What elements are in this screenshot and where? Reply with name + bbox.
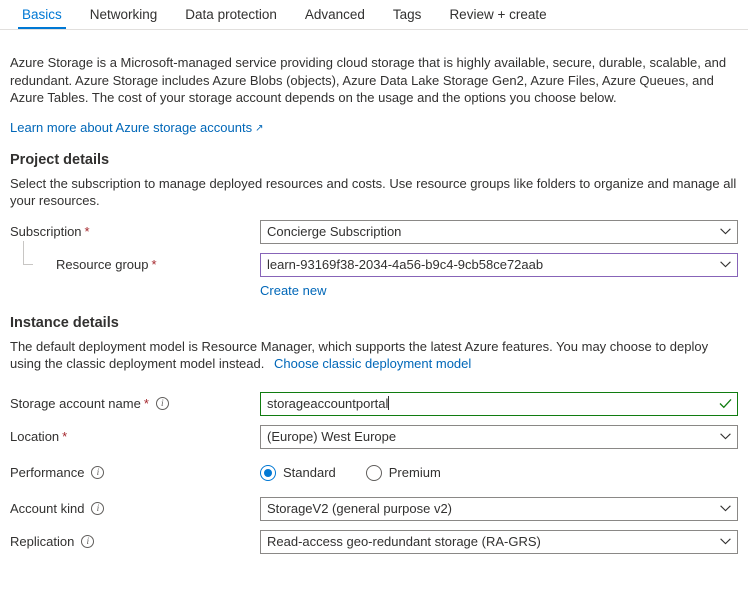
storage-account-name-label (10, 396, 260, 411)
storage-account-name-row (10, 392, 738, 416)
resource-group-value: learn-93169f38-2034-4a56-b9c4-9cb58ce72aab (267, 256, 544, 272)
replication-value: Read-access geo-redundant storage (RA-GRS) (267, 533, 541, 549)
subscription-select[interactable] (260, 220, 738, 244)
resource-group-label-text: Resource group (56, 257, 149, 272)
instance-details-description-text: The default deployment model is Resource Manager, which supports the latest Azure features. You may choose to deploy using the classic deployment model instead. (10, 338, 709, 371)
subscription-row (10, 220, 738, 244)
subscription-label-text: Subscription (10, 224, 82, 239)
radio-dot-icon (366, 465, 382, 481)
performance-label-text: Performance (10, 465, 85, 480)
tab-tags[interactable] (379, 7, 436, 29)
location-select[interactable] (260, 425, 738, 449)
subscription-field (260, 220, 738, 244)
instance-details-description (10, 338, 738, 373)
required-marker: * (151, 257, 157, 272)
performance-option-label: Standard (283, 465, 336, 480)
account-kind-value: StorageV2 (general purpose v2) (267, 500, 453, 516)
location-label (10, 429, 260, 444)
instance-details-heading: Instance details (10, 314, 119, 331)
tab-bar (0, 0, 748, 30)
info-icon[interactable]: i (91, 466, 104, 479)
tab-label: Data protection (185, 7, 277, 22)
storage-account-name-field (260, 392, 738, 416)
performance-radio-group (260, 465, 738, 481)
location-label-text: Location (10, 429, 60, 444)
classic-deployment-model-link[interactable]: Choose classic deployment model (274, 356, 472, 371)
performance-option-premium[interactable] (366, 465, 441, 481)
location-row (10, 425, 738, 449)
resource-group-row (10, 253, 738, 277)
location-field (260, 425, 738, 449)
performance-option-standard[interactable] (260, 465, 336, 481)
intro-paragraph: Azure Storage is a Microsoft-managed service providing cloud storage that is highly available, secure, durable, scalable, and redundant. Azure Storage includes Azure Blobs (objects), Azure Data Lake Storage Gen2, Azure Files, Azure Queues, and Azure Tables. The cost of your storage account depends on the usage and the options you choose below. (10, 55, 727, 105)
performance-row (10, 458, 738, 488)
account-kind-row (10, 497, 738, 521)
group-bracket (23, 241, 33, 265)
account-kind-label (10, 501, 260, 516)
external-link-icon: ↗ (255, 122, 264, 134)
replication-label-text: Replication (10, 534, 75, 549)
tab-networking[interactable] (76, 7, 172, 29)
tab-basics[interactable] (8, 7, 76, 29)
radio-dot-icon (260, 465, 276, 481)
tab-review-create[interactable] (435, 7, 560, 29)
resource-group-field (260, 253, 738, 277)
performance-label (10, 465, 260, 480)
tab-label: Basics (22, 7, 62, 22)
project-details-description: Select the subscription to manage deployed resources and costs. Use resource groups like folders to organize and manage all your resources. (10, 175, 737, 208)
replication-field (260, 530, 738, 554)
account-kind-field (260, 497, 738, 521)
account-kind-label-text: Account kind (10, 501, 85, 516)
tab-label: Advanced (304, 7, 365, 22)
replication-row (10, 530, 738, 554)
tab-advanced[interactable] (291, 7, 379, 29)
learn-more-label: Learn more about Azure storage accounts (10, 119, 253, 135)
create-new-row (260, 283, 738, 298)
create-new-resource-group-link[interactable]: Create new (260, 282, 327, 298)
storage-account-name-value: storageaccountportal (267, 395, 389, 411)
learn-more-link[interactable] (10, 120, 263, 135)
info-icon[interactable]: i (91, 502, 104, 515)
tab-label: Review + create (449, 7, 547, 22)
resource-group-select[interactable] (260, 253, 738, 277)
tab-data-protection[interactable] (171, 7, 291, 29)
replication-select[interactable] (260, 530, 738, 554)
tab-label: Tags (392, 7, 422, 22)
replication-label (10, 534, 260, 549)
subscription-label (10, 224, 260, 239)
required-marker: * (143, 396, 149, 411)
resource-group-label (10, 257, 260, 272)
required-marker: * (62, 429, 68, 444)
form-content (0, 30, 748, 554)
spacer (10, 383, 738, 392)
info-icon[interactable]: i (81, 535, 94, 548)
storage-account-name-label-text: Storage account name (10, 396, 141, 411)
project-details-heading: Project details (10, 151, 110, 168)
storage-account-name-input[interactable] (260, 392, 738, 416)
location-value: (Europe) West Europe (267, 428, 397, 444)
tab-label: Networking (89, 7, 158, 22)
required-marker: * (84, 224, 90, 239)
subscription-value: Concierge Subscription (267, 223, 402, 239)
account-kind-select[interactable] (260, 497, 738, 521)
info-icon[interactable]: i (156, 397, 169, 410)
performance-option-label: Premium (388, 465, 441, 480)
